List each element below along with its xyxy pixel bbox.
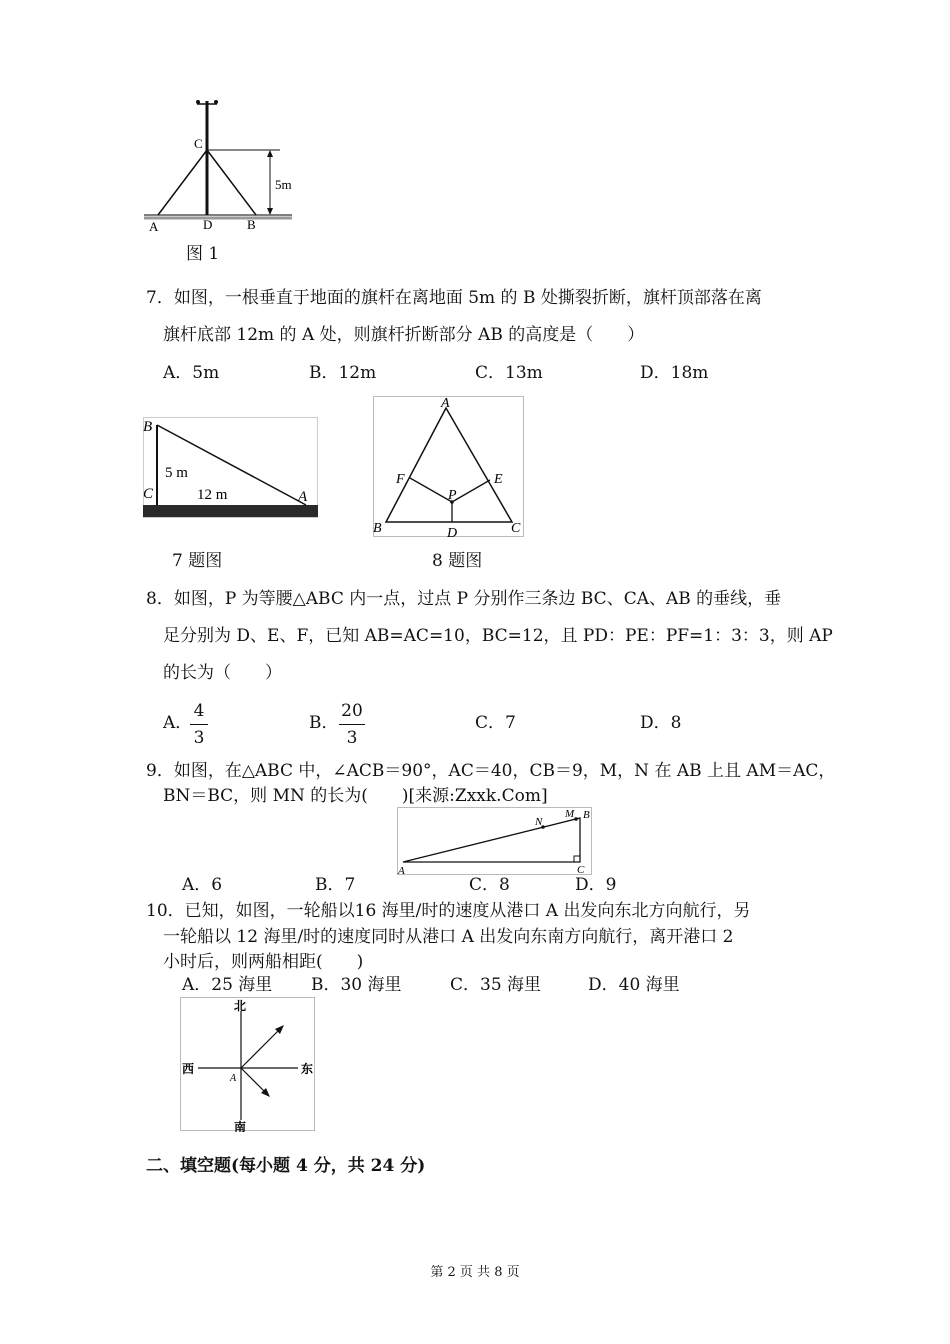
fig9-label-b: B [583, 809, 590, 821]
fig9-label-c: C [577, 864, 585, 876]
q8-option-a-denominator: 3 [193, 728, 205, 748]
q10-option-b: B．30 海里 [311, 975, 402, 995]
q8-option-b-fraction-bar [339, 724, 365, 725]
fig1-wire-cb [207, 150, 256, 215]
fig7-label-b: B [143, 419, 153, 435]
fig7-label-c: C [143, 486, 154, 502]
q8-option-a-numerator: 4 [193, 701, 205, 721]
fig8-caption: 8 题图 [432, 551, 483, 571]
q8-option-b-fraction [339, 701, 365, 748]
fig8-label-d: D [447, 526, 458, 538]
fig1-label-a: A [149, 219, 159, 234]
q10-option-d: D．40 海里 [588, 975, 680, 995]
q7-option-d: D．18m [640, 363, 709, 383]
fig8-frame [374, 397, 524, 537]
fig1-wire-ca [158, 150, 207, 215]
q10-line2: 一轮船以 12 海里/时的速度同时从港口 A 出发向东南方向航行，离开港口 2 [163, 927, 734, 947]
fig10-south: 南 [234, 1120, 247, 1132]
fig8-label-a: A [441, 396, 450, 411]
section-2-title: 二、填空题(每小题 4 分，共 24 分) [146, 1156, 426, 1176]
fig10-north: 北 [234, 999, 247, 1013]
fig1-arrow-up [267, 150, 273, 157]
fig1-label-c: C [194, 136, 203, 151]
fig8-label-f: F [396, 472, 405, 487]
fig1-arrow-down [267, 208, 273, 215]
q10-line1: 10．已知，如图，一轮船以16 海里/时的速度从港口 A 出发向东北方向航行，另 [146, 901, 751, 921]
q8-option-a-prefix: A． [163, 713, 193, 733]
figure-10-compass [180, 997, 316, 1132]
fig1-insulator-left [196, 100, 200, 104]
q10-option-a: A．25 海里 [182, 975, 273, 995]
fig9-label-n: N [535, 816, 543, 828]
fig10-port-a: A [230, 1073, 237, 1084]
q8-line2: 足分别为 D、E、F，已知 AB=AC=10，BC=12，且 PD：PE：PF=1：3：3，则 AP [163, 626, 833, 646]
q10-option-c: C．35 海里 [450, 975, 542, 995]
fig10-east: 东 [301, 1062, 314, 1076]
q8-line3: 的长为（ ） [163, 663, 282, 683]
fig8-label-p: P [448, 488, 457, 503]
q8-line1: 8．如图，P 为等腰△ABC 内一点，过点 P 分别作三条边 BC、CA、AB 的垂线，垂 [146, 589, 782, 609]
q7-option-b: B．12m [309, 363, 377, 383]
figure-8-isosceles-triangle [373, 396, 525, 538]
fig10-west: 西 [182, 1062, 195, 1076]
q9-option-d: D．9 [575, 875, 617, 895]
q9-line2: BN＝BC，则 MN 的长为( )[来源:Zxxk.Com] [163, 786, 548, 806]
fig9-label-a: A [398, 865, 405, 876]
q7-option-c: C．13m [475, 363, 543, 383]
fig1-insulator-right [214, 100, 218, 104]
q9-option-a: A．6 [182, 875, 223, 895]
fig7-label-a: A [298, 489, 308, 505]
fig7-base: 12 m [197, 487, 228, 503]
q8-option-b-numerator: 20 [341, 701, 363, 721]
q8-option-d: D．8 [640, 713, 682, 733]
q8-option-a-fraction [190, 701, 208, 748]
fig1-dimension: 5m [275, 177, 292, 192]
fig9-point-m [574, 817, 578, 821]
q9-line1: 9．如图，在△ABC 中，∠ACB＝90°，AC＝40，CB＝9，M，N 在 AB 上且 AM＝AC， [146, 761, 836, 781]
fig10-frame [181, 998, 315, 1131]
q8-option-b-denominator: 3 [346, 728, 358, 748]
fig8-label-c: C [511, 521, 521, 536]
q8-option-b-prefix: B． [309, 713, 339, 733]
q7-line2: 旗杆底部 12m 的 A 处，则旗杆折断部分 AB 的高度是（ ） [163, 325, 645, 345]
fig9-frame [398, 808, 592, 875]
fig1-label-b: B [247, 217, 256, 232]
figure-9-right-triangle [397, 806, 593, 876]
fig1-label-d: D [203, 217, 213, 232]
fig8-label-e: E [494, 472, 503, 487]
q10-line3: 小时后，则两船相距( ) [163, 952, 364, 972]
q7-line1: 7．如图，一根垂直于地面的旗杆在离地面 5m 的 B 处撕裂折断，旗杆顶部落在离 [146, 288, 762, 308]
fig7-ground [143, 505, 318, 517]
page-footer: 第 2 页 共 8 页 [430, 1265, 520, 1280]
fig8-label-b: B [373, 521, 382, 536]
q9-option-c: C．8 [469, 875, 510, 895]
q8-option-c: C．7 [475, 713, 516, 733]
q9-option-b: B．7 [315, 875, 356, 895]
fig1-caption: 图 1 [186, 244, 220, 264]
q8-option-a-fraction-bar [190, 724, 208, 725]
q7-option-a: A．5m [163, 363, 220, 383]
fig9-label-m: M [565, 808, 575, 820]
fig7-height: 5 m [165, 465, 188, 481]
fig7-caption: 7 题图 [172, 551, 223, 571]
figure-7-broken-flagpole [143, 417, 319, 518]
figure-1-flagpole [140, 95, 310, 240]
